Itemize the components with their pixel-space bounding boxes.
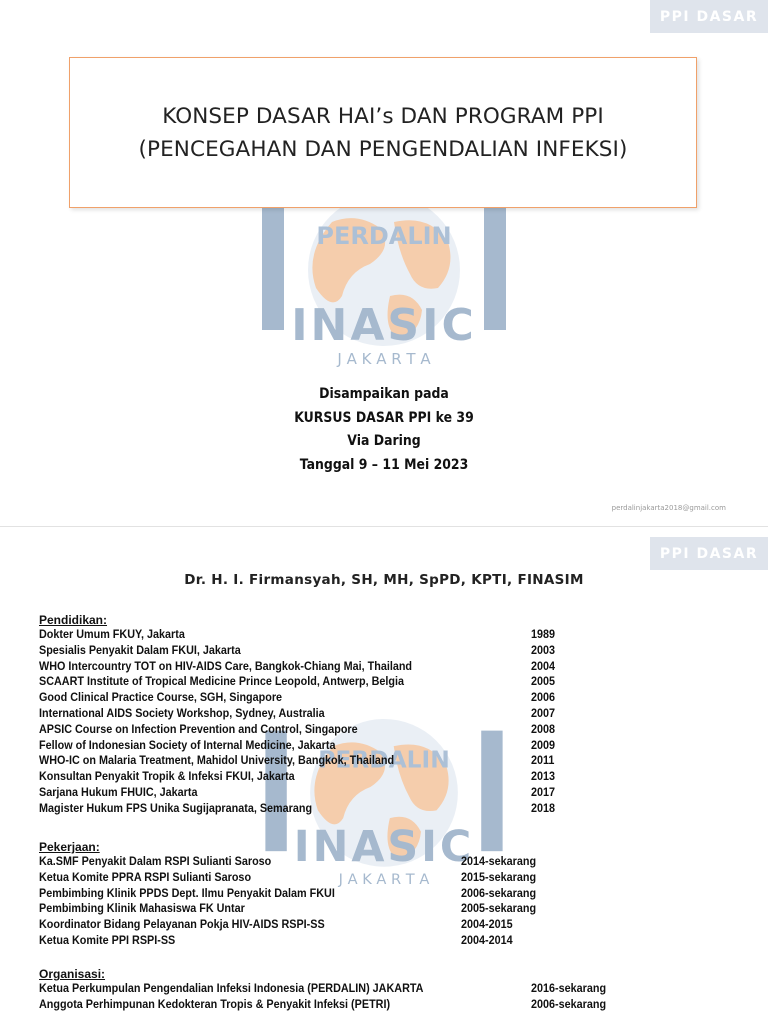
item-year: 2007 bbox=[531, 705, 556, 720]
item-label: Fellow of Indonesian Society of Internal Medicine, Jakarta bbox=[39, 737, 336, 752]
work-heading: Pekerjaan: bbox=[39, 840, 100, 854]
watermark-main-text: INASIC bbox=[291, 300, 477, 351]
perdalin-inasic-watermark-logo bbox=[262, 192, 506, 372]
item-year: 2004-2014 bbox=[461, 932, 513, 947]
item-label: SCAART Institute of Tropical Medicine Prince Leopold, Antwerp, Belgia bbox=[39, 674, 405, 689]
item-label: APSIC Course on Infection Prevention and Control, Singapore bbox=[39, 721, 358, 736]
list-item bbox=[39, 690, 556, 706]
title-line-1: KONSEP DASAR HAI’s DAN PROGRAM PPI bbox=[162, 103, 604, 129]
title-line-2: (PENCEGAHAN DAN PENGENDALIAN INFEKSI) bbox=[138, 136, 628, 162]
list-item bbox=[39, 901, 537, 917]
item-year: 2013 bbox=[531, 769, 556, 784]
item-label: Spesialis Penyakit Dalam FKUI, Jakarta bbox=[39, 642, 241, 657]
watermark-sub-text: J A K A R T A bbox=[338, 871, 430, 889]
item-year: 2008 bbox=[531, 721, 556, 736]
list-item bbox=[39, 627, 556, 643]
watermark-main-text: INASIC bbox=[293, 821, 475, 872]
footer-email: perdalinjakarta2018@gmail.com bbox=[611, 504, 726, 512]
presented-line-1: Disampaikan pada bbox=[319, 386, 449, 402]
list-item bbox=[39, 854, 537, 870]
item-year: 2014-sekarang bbox=[461, 854, 537, 868]
list-item bbox=[39, 932, 513, 949]
item-label: Ketua Perkumpulan Pengendalian Infeksi Indonesia (PERDALIN) JAKARTA bbox=[39, 981, 424, 995]
item-label: Koordinator Bidang Pelayanan Pokja HIV-AIDS RSPI-SS bbox=[39, 917, 325, 932]
presented-at-block bbox=[0, 383, 768, 477]
item-year: 2006-sekarang bbox=[461, 885, 537, 900]
list-item bbox=[39, 705, 556, 722]
speaker-profile-slide bbox=[0, 527, 768, 1024]
presented-line-4: Tanggal 9 – 11 Mei 2023 bbox=[299, 456, 469, 473]
list-item bbox=[39, 721, 556, 738]
ppi-dasar-badge bbox=[650, 537, 768, 570]
list-item bbox=[39, 784, 556, 801]
item-label: Konsultan Penyakit Tropik & Infeksi FKUI, Jakarta bbox=[39, 769, 295, 784]
item-year: 2006-sekarang bbox=[531, 996, 607, 1011]
item-label: Anggota Perhimpunan Kedokteran Tropis & Penyakit Infeksi (PETRI) bbox=[39, 996, 391, 1011]
organization-section bbox=[39, 967, 607, 1013]
ppi-dasar-badge bbox=[650, 0, 768, 33]
watermark-top-text: PERDALIN bbox=[318, 745, 450, 774]
item-year: 2003 bbox=[531, 642, 556, 657]
organization-heading: Organisasi: bbox=[39, 967, 106, 981]
item-year: 2016-sekarang bbox=[531, 981, 607, 995]
item-year: 2018 bbox=[531, 800, 556, 815]
list-item bbox=[39, 800, 556, 817]
item-year: 2015-sekarang bbox=[461, 869, 537, 884]
list-item bbox=[39, 769, 556, 785]
presented-line-2: KURSUS DASAR PPI ke 39 bbox=[294, 409, 474, 426]
badge-label: PPI DASAR bbox=[659, 8, 759, 25]
list-item bbox=[39, 981, 607, 997]
item-label: Ketua Komite PPI RSPI-SS bbox=[39, 932, 176, 947]
list-item bbox=[39, 658, 556, 675]
watermark-top-text: PERDALIN bbox=[316, 222, 452, 250]
item-label: WHO-IC on Malaria Treatment, Mahidol University, Bangkok, Thailand bbox=[39, 753, 395, 768]
item-label: Pembimbing Klinik PPDS Dept. Ilmu Penyakit Dalam FKUI bbox=[39, 885, 335, 900]
education-heading: Pendidikan: bbox=[39, 613, 108, 627]
item-year: 1989 bbox=[531, 627, 556, 641]
list-item bbox=[39, 737, 556, 754]
watermark-sub-text: J A K A R T A bbox=[337, 350, 431, 368]
list-item bbox=[39, 917, 513, 933]
badge-label: PPI DASAR bbox=[659, 545, 759, 562]
list-item bbox=[39, 996, 607, 1013]
title-box bbox=[69, 57, 697, 208]
item-year: 2004-2015 bbox=[461, 917, 513, 932]
item-label: Magister Hukum FPS Unika Sugijapranata, Semarang bbox=[39, 800, 313, 815]
item-label: Ketua Komite PPRA RSPI Sulianti Saroso bbox=[39, 869, 252, 884]
presented-line-3: Via Daring bbox=[347, 433, 421, 449]
item-year: 2017 bbox=[531, 784, 556, 799]
item-label: Dokter Umum FKUY, Jakarta bbox=[39, 627, 185, 641]
item-year: 2004 bbox=[531, 658, 556, 673]
item-year: 2005 bbox=[531, 674, 556, 689]
item-label: International AIDS Society Workshop, Sydney, Australia bbox=[39, 705, 325, 720]
organization-list bbox=[39, 981, 607, 1013]
item-label: WHO Intercountry TOT on HIV-AIDS Care, Bangkok-Chiang Mai, Thailand bbox=[39, 658, 413, 673]
item-label: Ka.SMF Penyakit Dalam RSPI Sulianti Saroso bbox=[39, 854, 272, 868]
item-label: Sarjana Hukum FHUIC, Jakarta bbox=[39, 784, 198, 799]
list-item bbox=[39, 642, 556, 659]
item-year: 2011 bbox=[531, 753, 555, 768]
item-year: 2005-sekarang bbox=[461, 901, 537, 916]
watermark-graphic bbox=[262, 192, 506, 372]
list-item bbox=[39, 885, 537, 902]
item-year: 2009 bbox=[531, 737, 556, 752]
item-year: 2006 bbox=[531, 690, 556, 705]
speaker-name: Dr. H. I. Firmansyah, SH, MH, SpPD, KPTI, FINASIM bbox=[184, 572, 584, 588]
list-item bbox=[39, 674, 556, 690]
item-label: Good Clinical Practice Course, SGH, Singapore bbox=[39, 690, 283, 705]
item-label: Pembimbing Klinik Mahasiswa FK Untar bbox=[39, 901, 245, 916]
